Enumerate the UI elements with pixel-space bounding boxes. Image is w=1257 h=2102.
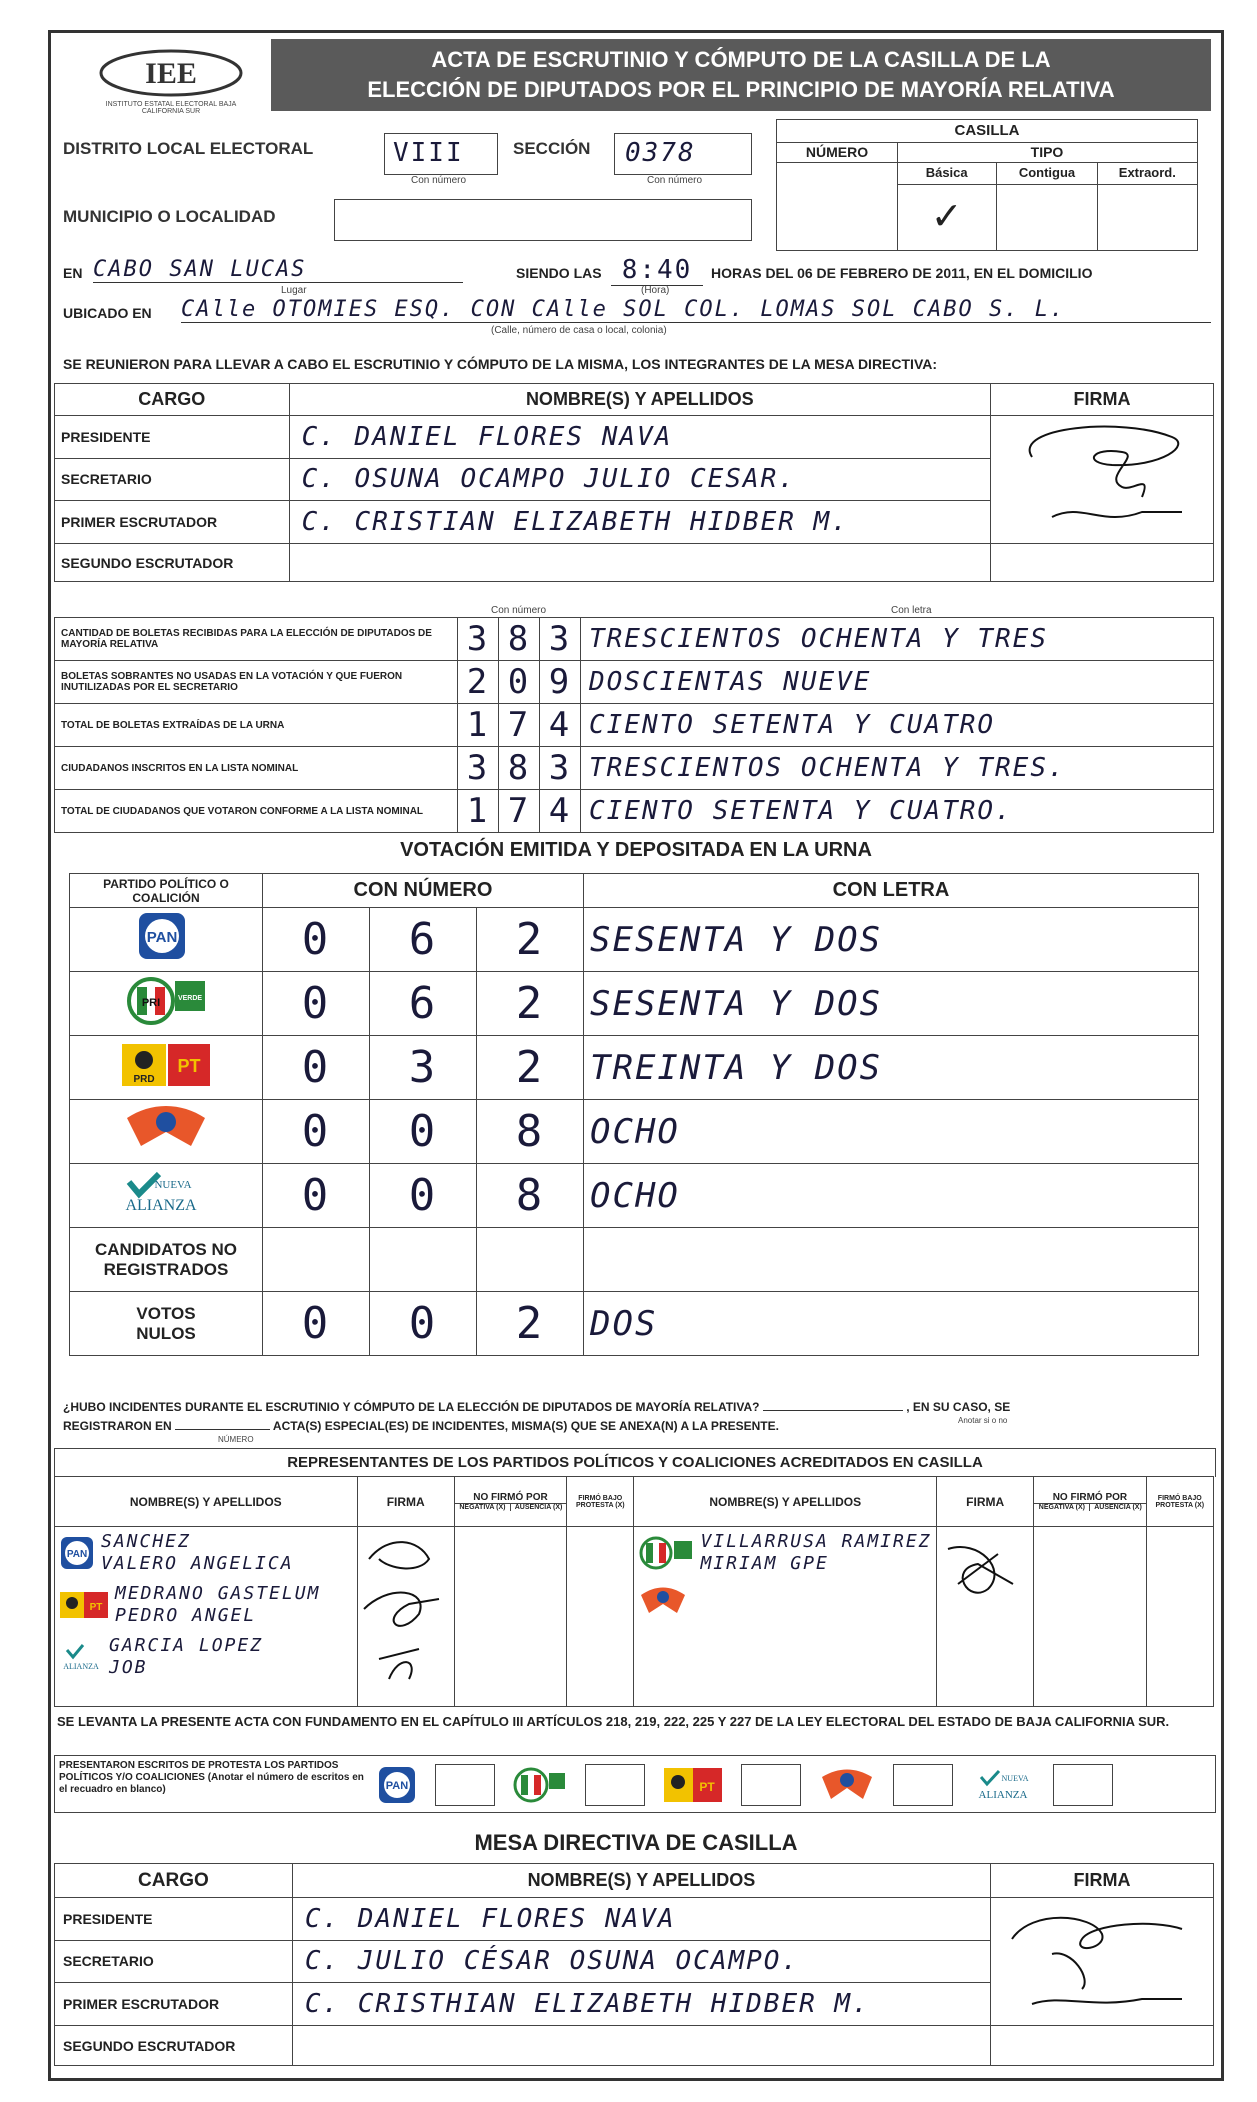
section-hint: Con número — [647, 175, 703, 186]
cargo-primer-escrutador: PRIMER ESCRUTADOR — [55, 1983, 293, 2026]
no-registrados-label: CANDIDATOS NO REGISTRADOS — [70, 1228, 263, 1292]
legal-text: SE LEVANTA LA PRESENTE ACTA CON FUNDAMENTO EN EL CAPÍTULO III ARTÍCULOS 218, 219, 222, 225 Y 227 DE LA LEY ELECTORAL DEL ESTADO DE BAJA CALIFORNIA SUR. — [57, 1714, 1170, 1729]
rep-ausencia-label: AUSENCIA (X) — [514, 1504, 563, 1511]
domicilio-hint: (Calle, número de casa o local, colonia) — [491, 325, 667, 336]
nombre-header: NOMBRE(S) Y APELLIDOS — [289, 384, 990, 416]
rep-signatures-left — [359, 1529, 445, 1699]
nulos-label: VOTOS NULOS — [70, 1292, 263, 1356]
rep-entry — [59, 1583, 353, 1627]
rep-right-signatures[interactable] — [937, 1527, 1034, 1707]
vote-letra[interactable]: SESENTA Y DOS — [584, 908, 1199, 972]
incidents-question: ¿HUBO INCIDENTES DURANTE EL ESCRUTINIO Y CÓMPUTO DE LA ELECCIÓN DE DIPUTADOS DE MAYORÍA RELATIVA? — [63, 1400, 760, 1414]
rep-nofirmo-header-right — [1034, 1477, 1146, 1527]
ubicado-value[interactable]: CAlle OTOMIES ESQ. CON CAlle SOL COL. LOMAS SOL CABO S. L. — [181, 297, 1211, 323]
svg-text:PRI: PRI — [141, 997, 161, 1009]
svg-text:PAN: PAN — [66, 1549, 88, 1560]
count-digit[interactable]: 0 — [499, 661, 540, 704]
document-title — [271, 39, 1211, 111]
count-digit[interactable]: 3 — [540, 747, 581, 790]
mesa-directiva-table-2 — [54, 1863, 1214, 2066]
prd-pt-logo-icon — [663, 1767, 723, 1803]
incidents-line-1 — [63, 1400, 1010, 1414]
protest-row — [54, 1755, 1216, 1813]
rep-nombre-header-right: NOMBRE(S) Y APELLIDOS — [634, 1477, 937, 1527]
incidents-numero-hint: NÚMERO — [218, 1435, 254, 1444]
district-value: VIII — [393, 138, 464, 168]
count-digit[interactable]: 3 — [458, 747, 499, 790]
count-label: CIUDADANOS INSCRITOS EN LA LISTA NOMINAL — [55, 747, 458, 790]
svg-text:PT: PT — [177, 1056, 201, 1076]
pri-verde-logo-icon — [121, 973, 211, 1029]
vote-letra[interactable]: DOS — [584, 1292, 1199, 1356]
count-label: TOTAL DE BOLETAS EXTRAÍDAS DE LA URNA — [55, 704, 458, 747]
mesa-directiva-table-1 — [54, 383, 1214, 582]
counts-table — [54, 617, 1214, 833]
rep-name — [700, 1531, 931, 1575]
basica-checkbox[interactable] — [897, 184, 997, 250]
firma-header: FIRMA — [990, 384, 1213, 416]
protest-count-pri-verde[interactable] — [585, 1764, 645, 1806]
protest-count-prd-pt[interactable] — [741, 1764, 801, 1806]
rep-protesta-header-left: FIRMÓ BAJO PROTESTA (X) — [567, 1477, 634, 1527]
votes-title: VOTACIÓN EMITIDA Y DEPOSITADA EN LA URNA — [400, 839, 872, 861]
svg-text:PT: PT — [699, 1780, 715, 1794]
rep-entry — [638, 1531, 932, 1575]
pri-verde-logo-icon — [638, 1535, 694, 1571]
vote-digit[interactable]: 2 — [477, 1292, 584, 1356]
vote-digit[interactable]: 0 — [263, 1100, 370, 1164]
district-label: DISTRITO LOCAL ELECTORAL — [63, 139, 314, 158]
rep-nofirmo-label: NO FIRMÓ POR — [1034, 1492, 1145, 1504]
cargo-presidente: PRESIDENTE — [55, 416, 290, 459]
nombre-primer-escrutador[interactable]: C. CRISTIAN ELIZABETH HIDBER M. — [289, 501, 990, 544]
rep-body-row — [55, 1527, 1214, 1707]
vote-digit[interactable]: 0 — [263, 908, 370, 972]
count-digit[interactable]: 3 — [458, 618, 499, 661]
municipio-field[interactable] — [334, 199, 752, 241]
vote-row-nulos — [70, 1292, 1199, 1356]
incidents-anotar-hint: Anotar si o no — [958, 1416, 1008, 1425]
rep-name-line: MEDRANO GASTELUM — [115, 1583, 321, 1604]
vote-row-convergencia — [70, 1100, 1199, 1164]
casilla-title: CASILLA — [777, 120, 1197, 143]
nueva-alianza-logo-icon — [111, 1168, 221, 1218]
incidents-anexa-text: ACTA(S) ESPECIAL(ES) DE INCIDENTES, MISMA(S) QUE SE ANEXA(N) A LA PRESENTE. — [272, 1419, 779, 1433]
protest-count-nueva-alianza[interactable] — [1053, 1764, 1113, 1806]
district-hint: Con número — [411, 175, 467, 186]
svg-text:NUEVA: NUEVA — [1001, 1774, 1029, 1783]
count-letra[interactable]: CIENTO SETENTA Y CUATRO — [581, 704, 1214, 747]
incidents-line1-end: , EN SU CASO, SE — [906, 1400, 1011, 1414]
count-digit[interactable]: 3 — [540, 618, 581, 661]
lugar-hint: Lugar — [281, 285, 307, 296]
district-field[interactable] — [384, 133, 498, 175]
count-digit[interactable]: 2 — [458, 661, 499, 704]
count-digit[interactable]: 7 — [499, 704, 540, 747]
mesa1-row — [55, 416, 1214, 459]
rep-name-line: GARCIA LOPEZ — [109, 1635, 264, 1656]
nueva-alianza-logo-cell — [70, 1164, 263, 1228]
pan-logo-icon — [131, 909, 201, 965]
protest-text: PRESENTARON ESCRITOS DE PROTESTA LOS PARTIDOS POLÍTICOS Y/O COALICIONES (Anotar el número de escritos en el recuadro en blanco) — [59, 1760, 364, 1795]
svg-text:ALIANZA: ALIANZA — [125, 1197, 197, 1214]
convergencia-logo-icon — [819, 1767, 875, 1803]
count-digit[interactable]: 1 — [458, 790, 499, 833]
counts-con-numero-header: Con número — [491, 605, 547, 616]
mesa1-row — [55, 544, 1214, 582]
title-line-1: ACTA DE ESCRUTINIO Y CÓMPUTO DE LA CASILLA DE LA — [431, 47, 1051, 72]
rep-name-line: VILLARRUSA RAMIREZ — [700, 1531, 932, 1552]
protest-party-boxes — [377, 1764, 1113, 1806]
vote-letra[interactable]: TREINTA Y DOS — [584, 1036, 1199, 1100]
vote-digit[interactable]: 3 — [370, 1036, 477, 1100]
mesa2-row — [55, 1898, 1214, 1941]
vote-digit[interactable]: 0 — [263, 1292, 370, 1356]
count-digit[interactable]: 4 — [540, 704, 581, 747]
nombre-secretario[interactable]: C. OSUNA OCAMPO JULIO CESAR. — [289, 458, 990, 501]
rep-right-nofirmo[interactable] — [1034, 1527, 1146, 1707]
count-label: CANTIDAD DE BOLETAS RECIBIDAS PARA LA ELECCIÓN DE DIPUTADOS DE MAYORÍA RELATIVA — [55, 618, 458, 661]
count-label: TOTAL DE CIUDADANOS QUE VOTARON CONFORME A LA LISTA NOMINAL — [55, 790, 458, 833]
prd-pt-logo-icon — [59, 1591, 109, 1619]
section-value: 0378 — [625, 138, 696, 168]
rep-nombre-header-left: NOMBRE(S) Y APELLIDOS — [55, 1477, 358, 1527]
rep-protesta-header-right: FIRMÓ BAJO PROTESTA (X) — [1146, 1477, 1213, 1527]
vote-digit[interactable]: 0 — [370, 1100, 477, 1164]
vote-digit[interactable]: 6 — [370, 972, 477, 1036]
incidents-answer-field[interactable] — [763, 1410, 903, 1411]
cargo-presidente: PRESIDENTE — [55, 1898, 293, 1941]
count-digit[interactable]: 1 — [458, 704, 499, 747]
pan-logo-cell — [70, 908, 263, 972]
vote-row-no-registrados — [70, 1228, 1199, 1292]
hora-value[interactable]: 8:40 — [611, 255, 703, 286]
rep-negativa-label: NEGATIVA (X) — [1034, 1504, 1090, 1511]
rep-name — [109, 1635, 263, 1679]
title-line-2: ELECCIÓN DE DIPUTADOS POR EL PRINCIPIO DE MAYORÍA RELATIVA — [367, 77, 1115, 102]
votes-table — [69, 873, 1199, 1356]
vote-digit[interactable]: 0 — [263, 1164, 370, 1228]
count-digit[interactable]: 8 — [499, 747, 540, 790]
nueva-alianza-logo-icon — [59, 1642, 103, 1672]
protest-count-pan[interactable] — [435, 1764, 495, 1806]
counts-row — [55, 704, 1214, 747]
svg-text:PRD: PRD — [133, 1074, 155, 1085]
vote-row-pri-verde — [70, 972, 1199, 1036]
protest-count-convergencia[interactable] — [893, 1764, 953, 1806]
vote-letra[interactable] — [584, 1228, 1199, 1292]
casilla-tipo-headers — [897, 162, 1197, 185]
meeting-text: SE REUNIERON PARA LLEVAR A CABO EL ESCRUTINIO Y CÓMPUTO DE LA MISMA, LOS INTEGRANTES DE LA MESA DIRECTIVA: — [63, 356, 938, 372]
pri-verde-logo-cell — [70, 972, 263, 1036]
rep-right-protesta[interactable] — [1146, 1527, 1213, 1707]
firma-segundo-escrutador[interactable] — [990, 544, 1213, 582]
svg-text:PT: PT — [89, 1602, 103, 1613]
vote-digit[interactable]: 2 — [477, 1036, 584, 1100]
convergencia-logo-cell — [70, 1100, 263, 1164]
counts-row — [55, 790, 1214, 833]
vote-digit[interactable]: 8 — [477, 1100, 584, 1164]
counts-row — [55, 747, 1214, 790]
firma-cell-mesa2[interactable] — [991, 1898, 1214, 2026]
cargo-segundo-escrutador: SEGUNDO ESCRUTADOR — [55, 2026, 293, 2066]
pan-logo-icon — [377, 1765, 417, 1805]
vote-digit[interactable] — [370, 1228, 477, 1292]
cargo-primer-escrutador: PRIMER ESCRUTADOR — [55, 501, 290, 544]
casilla-box — [776, 119, 1198, 251]
pan-logo-icon — [59, 1535, 95, 1571]
count-digit[interactable]: 9 — [540, 661, 581, 704]
votes-letra-header: CON LETRA — [584, 874, 1199, 908]
vote-letra[interactable]: SESENTA Y DOS — [584, 972, 1199, 1036]
nueva-alianza-logo-icon — [971, 1767, 1035, 1803]
svg-text:PAN: PAN — [385, 1780, 409, 1792]
rep-left-nofirmo[interactable] — [454, 1527, 566, 1707]
vote-digit[interactable]: 0 — [263, 972, 370, 1036]
nombre-presidente[interactable]: C. DANIEL FLORES NAVA — [292, 1898, 990, 1941]
rep-firma-header-right: FIRMA — [937, 1477, 1034, 1527]
municipio-label: MUNICIPIO O LOCALIDAD — [63, 207, 276, 226]
cargo-segundo-escrutador: SEGUNDO ESCRUTADOR — [55, 544, 290, 582]
rep-nofirmo-label: NO FIRMÓ POR — [455, 1492, 566, 1504]
firma-header: FIRMA — [991, 1864, 1214, 1898]
iee-logo — [91, 45, 251, 115]
vote-digit[interactable]: 0 — [263, 1036, 370, 1100]
prd-pt-logo-cell — [70, 1036, 263, 1100]
convergencia-logo-icon — [121, 1102, 211, 1156]
rep-left-protesta[interactable] — [567, 1527, 634, 1707]
rep-left-names[interactable] — [55, 1527, 358, 1707]
vote-digit[interactable]: 0 — [370, 1292, 477, 1356]
vote-letra[interactable]: OCHO — [584, 1100, 1199, 1164]
rep-negativa-label: NEGATIVA (X) — [455, 1504, 511, 1511]
vote-digit[interactable]: 2 — [477, 908, 584, 972]
svg-text:PAN: PAN — [146, 929, 178, 946]
votes-numero-header: CON NÚMERO — [263, 874, 584, 908]
contigua-checkbox[interactable] — [997, 184, 1097, 250]
count-letra[interactable]: CIENTO SETENTA Y CUATRO. — [581, 790, 1214, 833]
en-label: EN — [63, 265, 83, 281]
section-label: SECCIÓN — [513, 139, 591, 158]
rep-name-line: SANCHEZ — [101, 1531, 191, 1552]
vote-digit[interactable]: 0 — [370, 1164, 477, 1228]
convergencia-logo-icon — [638, 1585, 688, 1617]
nombre-presidente[interactable]: C. DANIEL FLORES NAVA — [289, 416, 990, 459]
section-field[interactable] — [614, 133, 752, 175]
acta-sheet — [48, 30, 1224, 2081]
rep-name-line: MIRIAM GPE — [700, 1553, 829, 1574]
mesa2-row — [55, 2026, 1214, 2066]
casilla-tipo-values — [897, 184, 1197, 250]
firma-segundo-escrutador[interactable] — [991, 2026, 1214, 2066]
vote-digit[interactable]: 8 — [477, 1164, 584, 1228]
svg-text:VERDE: VERDE — [177, 995, 203, 1002]
basica-check-mark: ✓ — [930, 196, 963, 238]
svg-text:NUEVA: NUEVA — [154, 1179, 192, 1191]
rep-left-signatures[interactable] — [357, 1527, 454, 1707]
vote-letra[interactable]: OCHO — [584, 1164, 1199, 1228]
vote-digit[interactable] — [477, 1228, 584, 1292]
count-digit[interactable]: 8 — [499, 618, 540, 661]
rep-nofirmo-header-left — [454, 1477, 566, 1527]
tipo-contigua: Contigua — [997, 162, 1097, 184]
signature-mesa1 — [992, 417, 1210, 537]
svg-text:IEE: IEE — [145, 57, 197, 90]
cargo-header: CARGO — [55, 1864, 293, 1898]
count-letra[interactable]: TRESCIENTOS OCHENTA Y TRES — [581, 618, 1214, 661]
fecha-text: HORAS DEL 06 DE FEBRERO DE 2011, EN EL DOMICILIO — [711, 265, 1093, 281]
incidents-line-2 — [63, 1419, 779, 1433]
extraord-checkbox[interactable] — [1098, 184, 1197, 250]
count-digit[interactable]: 7 — [499, 790, 540, 833]
ubicado-label: UBICADO EN — [63, 305, 152, 321]
nombre-segundo-escrutador[interactable] — [292, 2026, 990, 2066]
rep-name-line: PEDRO ANGEL — [115, 1605, 257, 1626]
rep-entry — [59, 1531, 353, 1575]
count-letra[interactable]: DOSCIENTAS NUEVE — [581, 661, 1214, 704]
rep-ausencia-label: AUSENCIA (X) — [1094, 1504, 1142, 1511]
tipo-basica: Básica — [897, 162, 997, 184]
firma-cell-mesa1[interactable] — [990, 416, 1213, 544]
vote-digit[interactable]: 6 — [370, 908, 477, 972]
casilla-numero-cell[interactable] — [777, 142, 898, 250]
svg-text:ALIANZA: ALIANZA — [63, 1662, 99, 1671]
hora-hint: (Hora) — [641, 285, 670, 296]
svg-text:ALIANZA: ALIANZA — [978, 1789, 1028, 1801]
rep-name-line: VALERO ANGELICA — [101, 1553, 294, 1574]
rep-name — [101, 1531, 294, 1575]
count-letra[interactable]: TRESCIENTOS OCHENTA Y TRES. — [581, 747, 1214, 790]
counts-con-letra-header: Con letra — [891, 605, 932, 616]
vote-digit[interactable] — [263, 1228, 370, 1292]
cargo-header: CARGO — [55, 384, 290, 416]
rep-entry — [638, 1585, 932, 1617]
rep-right-names[interactable] — [634, 1527, 937, 1707]
nombre-secretario[interactable]: C. JULIO CÉSAR OSUNA OCAMPO. — [292, 1940, 990, 1983]
casilla-numero-label: NÚMERO — [777, 142, 897, 163]
pri-verde-logo-icon — [513, 1765, 567, 1805]
rep-name-line: JOB — [109, 1657, 148, 1678]
vote-row-pan — [70, 908, 1199, 972]
tipo-extraord: Extraord. — [1118, 165, 1176, 180]
count-label: BOLETAS SOBRANTES NO USADAS EN LA VOTACIÓN Y QUE FUERON INUTILIZADAS POR EL SECRETARIO — [55, 661, 458, 704]
rep-signatures-right — [938, 1529, 1024, 1699]
representatives-title: REPRESENTANTES DE LOS PARTIDOS POLÍTICOS Y COALICIONES ACREDITADOS EN CASILLA — [54, 1448, 1216, 1477]
prd-pt-logo-icon — [118, 1040, 214, 1090]
rep-name — [115, 1583, 320, 1627]
nombre-segundo-escrutador[interactable] — [289, 544, 990, 582]
counts-row — [55, 661, 1214, 704]
rep-entry — [59, 1635, 353, 1679]
cargo-secretario: SECRETARIO — [55, 1940, 293, 1983]
mesa2-title: MESA DIRECTIVA DE CASILLA — [474, 1830, 798, 1855]
en-value[interactable]: CABO SAN LUCAS — [93, 257, 463, 283]
nombre-primer-escrutador[interactable]: C. CRISTHIAN ELIZABETH HIDBER M. — [292, 1983, 990, 2026]
votes-party-header: PARTIDO POLÍTICO O COALICIÓN — [70, 874, 263, 908]
vote-row-prd-pt — [70, 1036, 1199, 1100]
siendo-label: SIENDO LAS — [516, 265, 602, 281]
signature-mesa2 — [992, 1899, 1210, 2019]
counts-row — [55, 618, 1214, 661]
vote-row-nueva-alianza — [70, 1164, 1199, 1228]
rep-firma-header-left: FIRMA — [357, 1477, 454, 1527]
incidents-number-field[interactable] — [175, 1429, 270, 1430]
incidents-registraron: REGISTRARON EN — [63, 1419, 172, 1433]
count-digit[interactable]: 4 — [540, 790, 581, 833]
representatives-table — [54, 1476, 1214, 1707]
institute-name: INSTITUTO ESTATAL ELECTORAL BAJA CALIFORNIA SUR — [105, 101, 237, 115]
vote-digit[interactable]: 2 — [477, 972, 584, 1036]
nombre-header: NOMBRE(S) Y APELLIDOS — [292, 1864, 990, 1898]
cargo-secretario: SECRETARIO — [55, 458, 290, 501]
casilla-tipo-label: TIPO — [897, 142, 1197, 163]
